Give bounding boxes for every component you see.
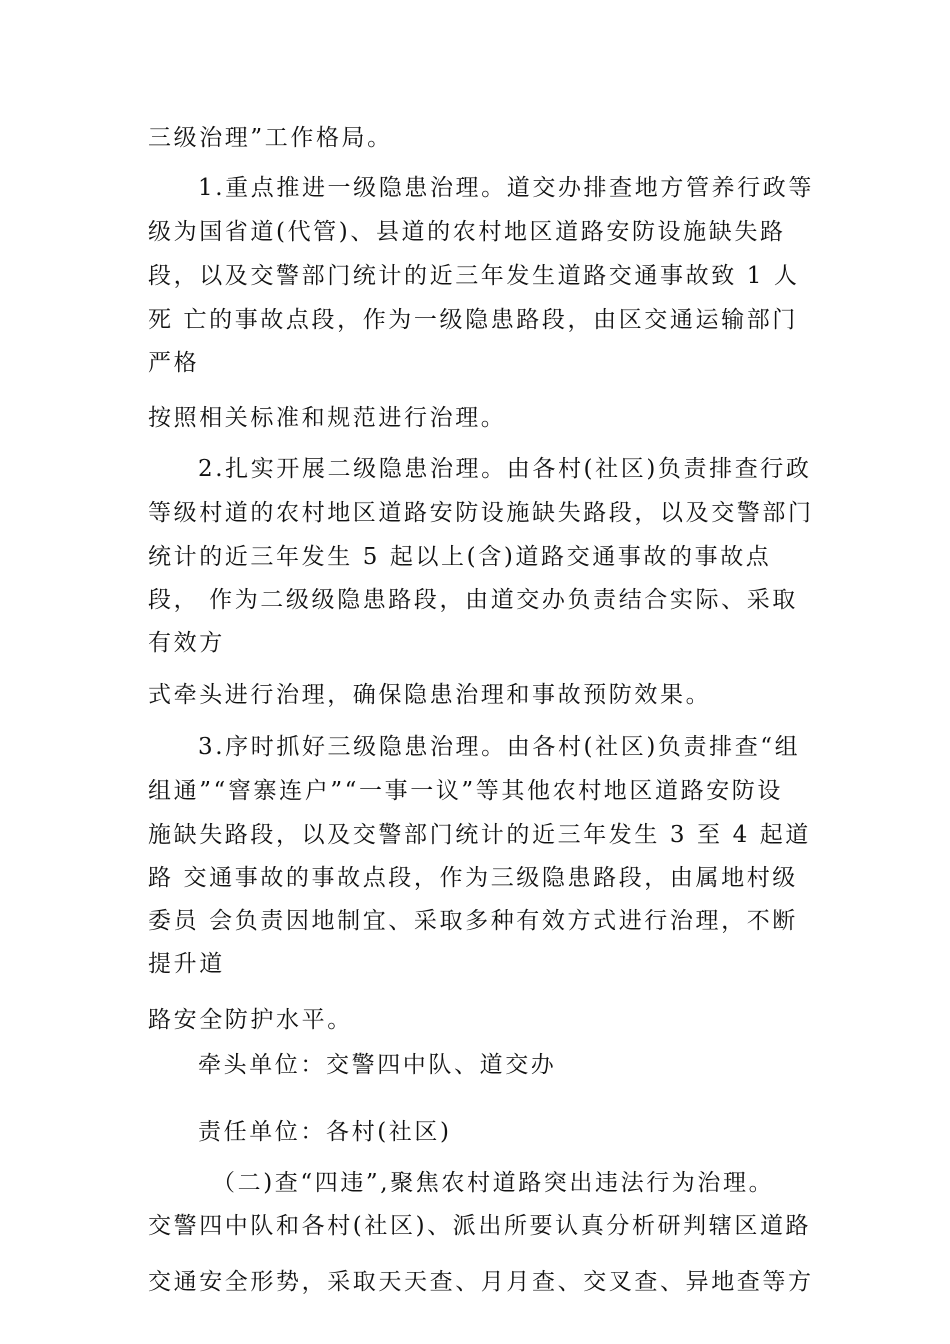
text-line: 段， 作为二级级隐患路段，由道交办负责结合实际、采取: [148, 587, 798, 613]
text-line: 三级治理”工作格局。: [148, 125, 393, 151]
text-line: 3.序时抓好三级隐患治理。由各村(社区)负责排查“组: [198, 734, 801, 760]
text-line: 级为国省道(代管)、县道的农村地区道路安防设施缺失路: [148, 219, 786, 245]
text-line: 牵头单位：交警四中队、道交办: [198, 1052, 557, 1078]
text-line: 有效方: [148, 630, 225, 656]
text-line: 责任单位：各村(社区): [198, 1119, 452, 1145]
text-line: （二)查“四违”,聚焦农村道路突出违法行为治理。: [212, 1170, 775, 1196]
text-line: 统计的近三年发生 5 起以上(含)道路交通事故的事故点: [148, 544, 772, 570]
text-line: 交警四中队和各村(社区)、派出所要认真分析研判辖区道路: [148, 1213, 812, 1239]
text-line: 交通安全形势，采取天天查、月月查、交叉查、异地查等方: [148, 1269, 814, 1295]
text-line: 严格: [148, 350, 200, 376]
text-line: 死 亡的事故点段，作为一级隐患路段，由区交通运输部门: [148, 307, 798, 333]
text-line: 等级村道的农村地区道路安防设施缺失路段，以及交警部门: [148, 500, 814, 526]
text-line: 提升道: [148, 951, 225, 977]
text-line: 式牵头进行治理，确保隐患治理和事故预防效果。: [148, 682, 712, 708]
text-line: 路 交通事故的事故点段，作为三级隐患路段，由属地村级: [148, 865, 798, 891]
text-line: 按照相关标准和规范进行治理。: [148, 405, 507, 431]
text-line: 施缺失路段，以及交警部门统计的近三年发生 3 至 4 起道: [148, 822, 811, 848]
text-line: 1.重点推进一级隐患治理。道交办排查地方管养行政等: [198, 175, 814, 201]
text-line: 委员 会负责因地制宜、采取多种有效方式进行治理，不断: [148, 908, 798, 934]
text-line: 路安全防护水平。: [148, 1007, 353, 1033]
text-line: 组通”“窨寨连户”“一事一议”等其他农村地区道路安防设: [148, 778, 783, 804]
text-line: 段，以及交警部门统计的近三年发生道路交通事故致 1 人: [148, 263, 800, 289]
text-line: 2.扎实开展二级隐患治理。由各村(社区)负责排查行政: [198, 456, 812, 482]
